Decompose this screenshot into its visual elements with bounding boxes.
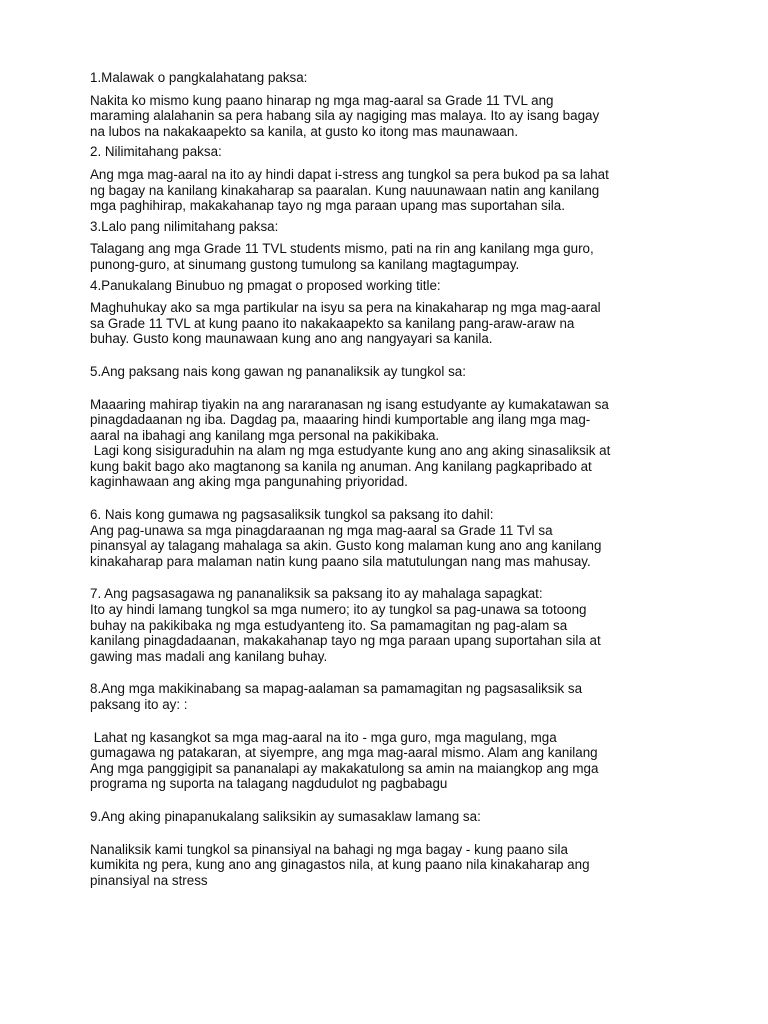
spacer [90, 380, 690, 397]
section-8-line: Lahat ng kasangkot sa mga mag-aaral na ito - mga guro, mga magulang, mga [90, 729, 557, 745]
section-8-line: programa ng suporta na talagang nagdudulot ng pagbabagu [90, 776, 448, 792]
spacer [90, 569, 690, 586]
document-page [90, 70, 690, 888]
spacer [90, 293, 690, 300]
section-7-line: Ito ay hindi lamang tungkol sa mga numero; ito ay tungkol sa pag-unawa sa totoong [90, 602, 587, 618]
section-1-line: Nakita ko mismo kung paano hinarap ng mga mag-aaral sa Grade 11 TVL ang [90, 92, 554, 108]
section-8-line: gumagawa ng patakaran, at siyempre, ang mga mag-aaral mismo. Alam ang kanilang [90, 745, 598, 761]
section-4-line: Maghuhukay ako sa mga partikular na isyu sa pera na kinakaharap ng mga mag-aaral [90, 300, 601, 316]
section-4-line: buhay. Gusto kong maunawaan kung ano ang nangyayari sa kanila. [90, 331, 493, 347]
section-5-line: Lagi kong sisiguraduhin na alam ng mga estudyante kung ano ang aking sinasaliksik at [90, 443, 611, 459]
spacer [90, 825, 690, 842]
section-6-line: Ang pag-unawa sa mga pinagdaraanan ng mga mag-aaral sa Grade 11 Tvl sa [90, 522, 553, 538]
section-9-line: kumikita ng pera, kung ano ang ginagastos nila, at kung paano nila kinakaharap ang [90, 857, 590, 873]
section-8-heading: 8.Ang mga makikinabang sa mapag-aalaman sa pamamagitan ng pagsasaliksik sa [90, 681, 583, 697]
section-4-heading: 4.Panukalang Binubuo ng pmagat o proposed working title: [90, 277, 441, 293]
section-5-heading: 5.Ang paksang nais kong gawan ng pananaliksik ay tungkol sa: [90, 363, 466, 379]
spacer [90, 490, 690, 507]
section-4-line: sa Grade 11 TVL at kung paano ito nakakaapekto sa kanilang pang-araw-araw na [90, 315, 575, 331]
section-6-line: pinansyal ay talagang mahalaga sa akin. Gusto kong malaman kung ano ang kanilang [90, 538, 602, 554]
section-2-heading: 2. Nilimitahang paksa: [90, 144, 222, 160]
section-7-line: kanilang pinagdadaanan, makakahanap tayo ng mga paraan upang suportahan sila at [90, 633, 601, 649]
spacer [90, 792, 690, 809]
section-2-line: mga paghihirap, makakahanap tayo ng mga paraan upang mas suportahan sila. [90, 198, 565, 214]
section-5-line: pinagdadaanan ng iba. Dagdag pa, maaaring hindi kumportable ang ilang mga mag- [90, 412, 591, 428]
section-3-line: punong-guro, at sinumang gustong tumulong sa kanilang magtagumpay. [90, 256, 520, 272]
section-7-heading: 7. Ang pagsasagawa ng pananaliksik sa paksang ito ay mahalaga sapagkat: [90, 586, 543, 602]
section-1-line: na lubos na nakakaapekto sa kanila, at gusto ko itong mas maunawaan. [90, 123, 519, 139]
spacer [90, 664, 690, 681]
spacer [90, 160, 690, 167]
section-3-heading: 3.Lalo pang nilimitahang paksa: [90, 218, 279, 234]
section-6-heading: 6. Nais kong gumawa ng pagsasaliksik tungkol sa paksang ito dahil: [90, 507, 494, 523]
section-9-line: pinansiyal na stress [90, 872, 208, 888]
section-2-line: Ang mga mag-aaral na ito ay hindi dapat i-stress ang tungkol sa pera bukod pa sa lahat [90, 166, 609, 182]
section-5-line: kaginhawaan ang aking mga pangunahing priyoridad. [90, 474, 408, 490]
spacer [90, 713, 690, 730]
section-5-line: kung bakit bago ako magtanong sa kanila ng anuman. Ang kanilang pagkapribado at [90, 458, 592, 474]
section-8-line: Ang mga panggigipit sa pananalapi ay makakatulong sa amin na maiangkop ang mga [90, 760, 599, 776]
section-6-line: kinakaharap para malaman natin kung paano sila matutulungan nang mas mahusay. [90, 553, 591, 569]
section-3-line: Talagang ang mga Grade 11 TVL students mismo, pati na rin ang kanilang mga guro, [90, 241, 594, 257]
section-9-heading: 9.Ang aking pinapanukalang saliksikin ay sumasaklaw lamang sa: [90, 808, 481, 824]
section-5-line: Maaaring mahirap tiyakin na ang nararanasan ng isang estudyante ay kumakatawan sa [90, 396, 609, 412]
section-8-heading: paksang ito ay: : [90, 697, 188, 712]
section-7-line: gawing mas madali ang kanilang buhay. [90, 648, 328, 664]
section-9-line: Nanaliksik kami tungkol sa pinansiyal na bahagi ng mga bagay - kung paano sila [90, 841, 568, 857]
spacer [90, 86, 690, 93]
spacer [90, 234, 690, 241]
section-2-line: ng bagay na kanilang kinakaharap sa paaralan. Kung nauunawaan natin ang kanilang [90, 182, 600, 198]
section-5-line: aaral na ibahagi ang kanilang mga personal na pakikibaka. [90, 427, 440, 443]
section-7-line: buhay na pakikibaka ng mga estudyanteng ito. Sa pamamagitan ng pag-alam sa [90, 617, 568, 633]
spacer [90, 347, 690, 364]
section-1-heading: 1.Malawak o pangkalahatang paksa: [90, 70, 308, 85]
section-1-line: maraming alalahanin sa pera habang sila ay nagiging mas malaya. Ito ay isang bagay [90, 108, 600, 124]
